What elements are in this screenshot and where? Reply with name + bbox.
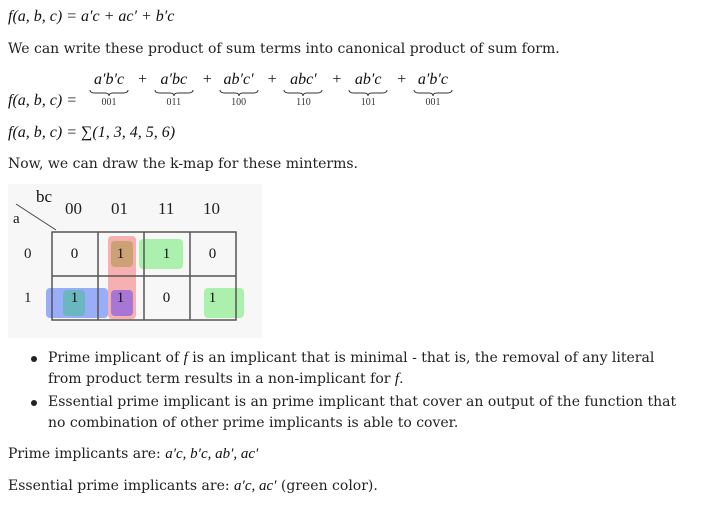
- term-expression: a′b′c: [417, 71, 449, 88]
- term-binary-code: 110: [296, 97, 311, 108]
- bullet-math: f: [183, 350, 188, 366]
- kmap-cell: 1: [208, 289, 217, 306]
- essential-list: a′c, ac′: [234, 478, 277, 494]
- term-expression: ab′c: [354, 71, 382, 88]
- kmap-row-header: 0: [24, 246, 32, 262]
- term-binary-code: 011: [166, 97, 182, 108]
- kmap-cell: 1: [116, 245, 125, 262]
- kmap-row-header: 1: [24, 290, 32, 306]
- kmap-corner-a: a: [13, 211, 20, 227]
- canonical-equation: [8, 71, 457, 110]
- bullet-math: f: [394, 371, 400, 387]
- kmap-col-header: 00: [65, 199, 82, 218]
- bullet-text: Essential prime implicant is an prime implicant that cover an output of the function that no combination of other prime implicants is able to cover.: [48, 394, 677, 431]
- term-binary-code: 101: [360, 97, 376, 108]
- kmap-col-header: 01: [111, 199, 128, 218]
- essential-note: (green color).: [280, 478, 378, 494]
- term-expression: abc′: [290, 71, 317, 88]
- kmap-corner-bc: bc: [36, 187, 53, 206]
- kmap-cell: 0: [162, 289, 171, 306]
- canonical-term: [87, 71, 131, 109]
- essential-implicants-line: [8, 478, 378, 495]
- equation-original: f(a, b, c) = a′c + ac′ + b′c: [8, 8, 175, 25]
- bullet-text: is an implicant that is minimal - that is, the removal of any literal from product term results in a non-implicant for: [48, 350, 655, 387]
- term-binary-code: 001: [425, 97, 441, 108]
- list-item: [28, 348, 688, 390]
- kmap-col-header: 11: [158, 199, 175, 218]
- term-expression: a′bc: [160, 71, 188, 88]
- canonical-term: [346, 71, 390, 109]
- bullet-text: .: [399, 371, 404, 387]
- kmap-cell: 1: [162, 245, 171, 262]
- plus-sign: +: [396, 71, 407, 88]
- sigma-equation: f(a, b, c) = ∑(1, 3, 4, 5, 6): [8, 124, 176, 141]
- prime-list: a′c, b′c, ab′, ac′: [165, 446, 259, 462]
- essential-label: Essential prime implicants are:: [8, 478, 230, 494]
- plus-sign: +: [266, 71, 278, 88]
- plus-sign: +: [331, 71, 343, 88]
- underbrace-icon: [89, 89, 129, 97]
- bullet-dot-icon: [31, 400, 37, 406]
- kmap-cell: 1: [70, 289, 79, 306]
- kmap-col-header: 10: [203, 199, 220, 218]
- kmap-cell: 0: [70, 245, 79, 262]
- canonical-lhs: f(a, b, c) =: [8, 92, 77, 109]
- canonical-term: [281, 71, 325, 109]
- kmap-panel: [8, 184, 262, 338]
- bullet-dot-icon: [31, 356, 37, 362]
- underbrace-icon: [348, 89, 388, 97]
- plus-sign: +: [137, 71, 148, 88]
- prime-implicants-line: [8, 446, 258, 463]
- canonical-term: [217, 71, 261, 109]
- underbrace-icon: [219, 89, 259, 97]
- underbrace-icon: [413, 89, 453, 97]
- underbrace-icon: [154, 89, 194, 97]
- plus-sign: +: [201, 71, 213, 88]
- canonical-term: [152, 71, 196, 109]
- canonical-intro-text: We can write these product of sum terms into canonical product of sum form.: [8, 41, 560, 57]
- prime-label: Prime implicants are:: [8, 446, 161, 462]
- term-binary-code: 100: [231, 97, 247, 108]
- term-binary-code: 001: [101, 97, 117, 108]
- term-expression: ab′c′: [223, 71, 254, 88]
- list-item: [28, 392, 688, 434]
- kmap-cell: 0: [208, 245, 217, 262]
- kmap-intro-text: Now, we can draw the k-map for these minterms.: [8, 156, 358, 172]
- underbrace-icon: [283, 89, 323, 97]
- definition-list: [28, 348, 688, 436]
- bullet-text: Prime implicant of: [48, 350, 184, 366]
- kmap-cell: 1: [116, 289, 125, 306]
- canonical-term: [411, 71, 455, 109]
- term-expression: a′b′c: [93, 71, 125, 88]
